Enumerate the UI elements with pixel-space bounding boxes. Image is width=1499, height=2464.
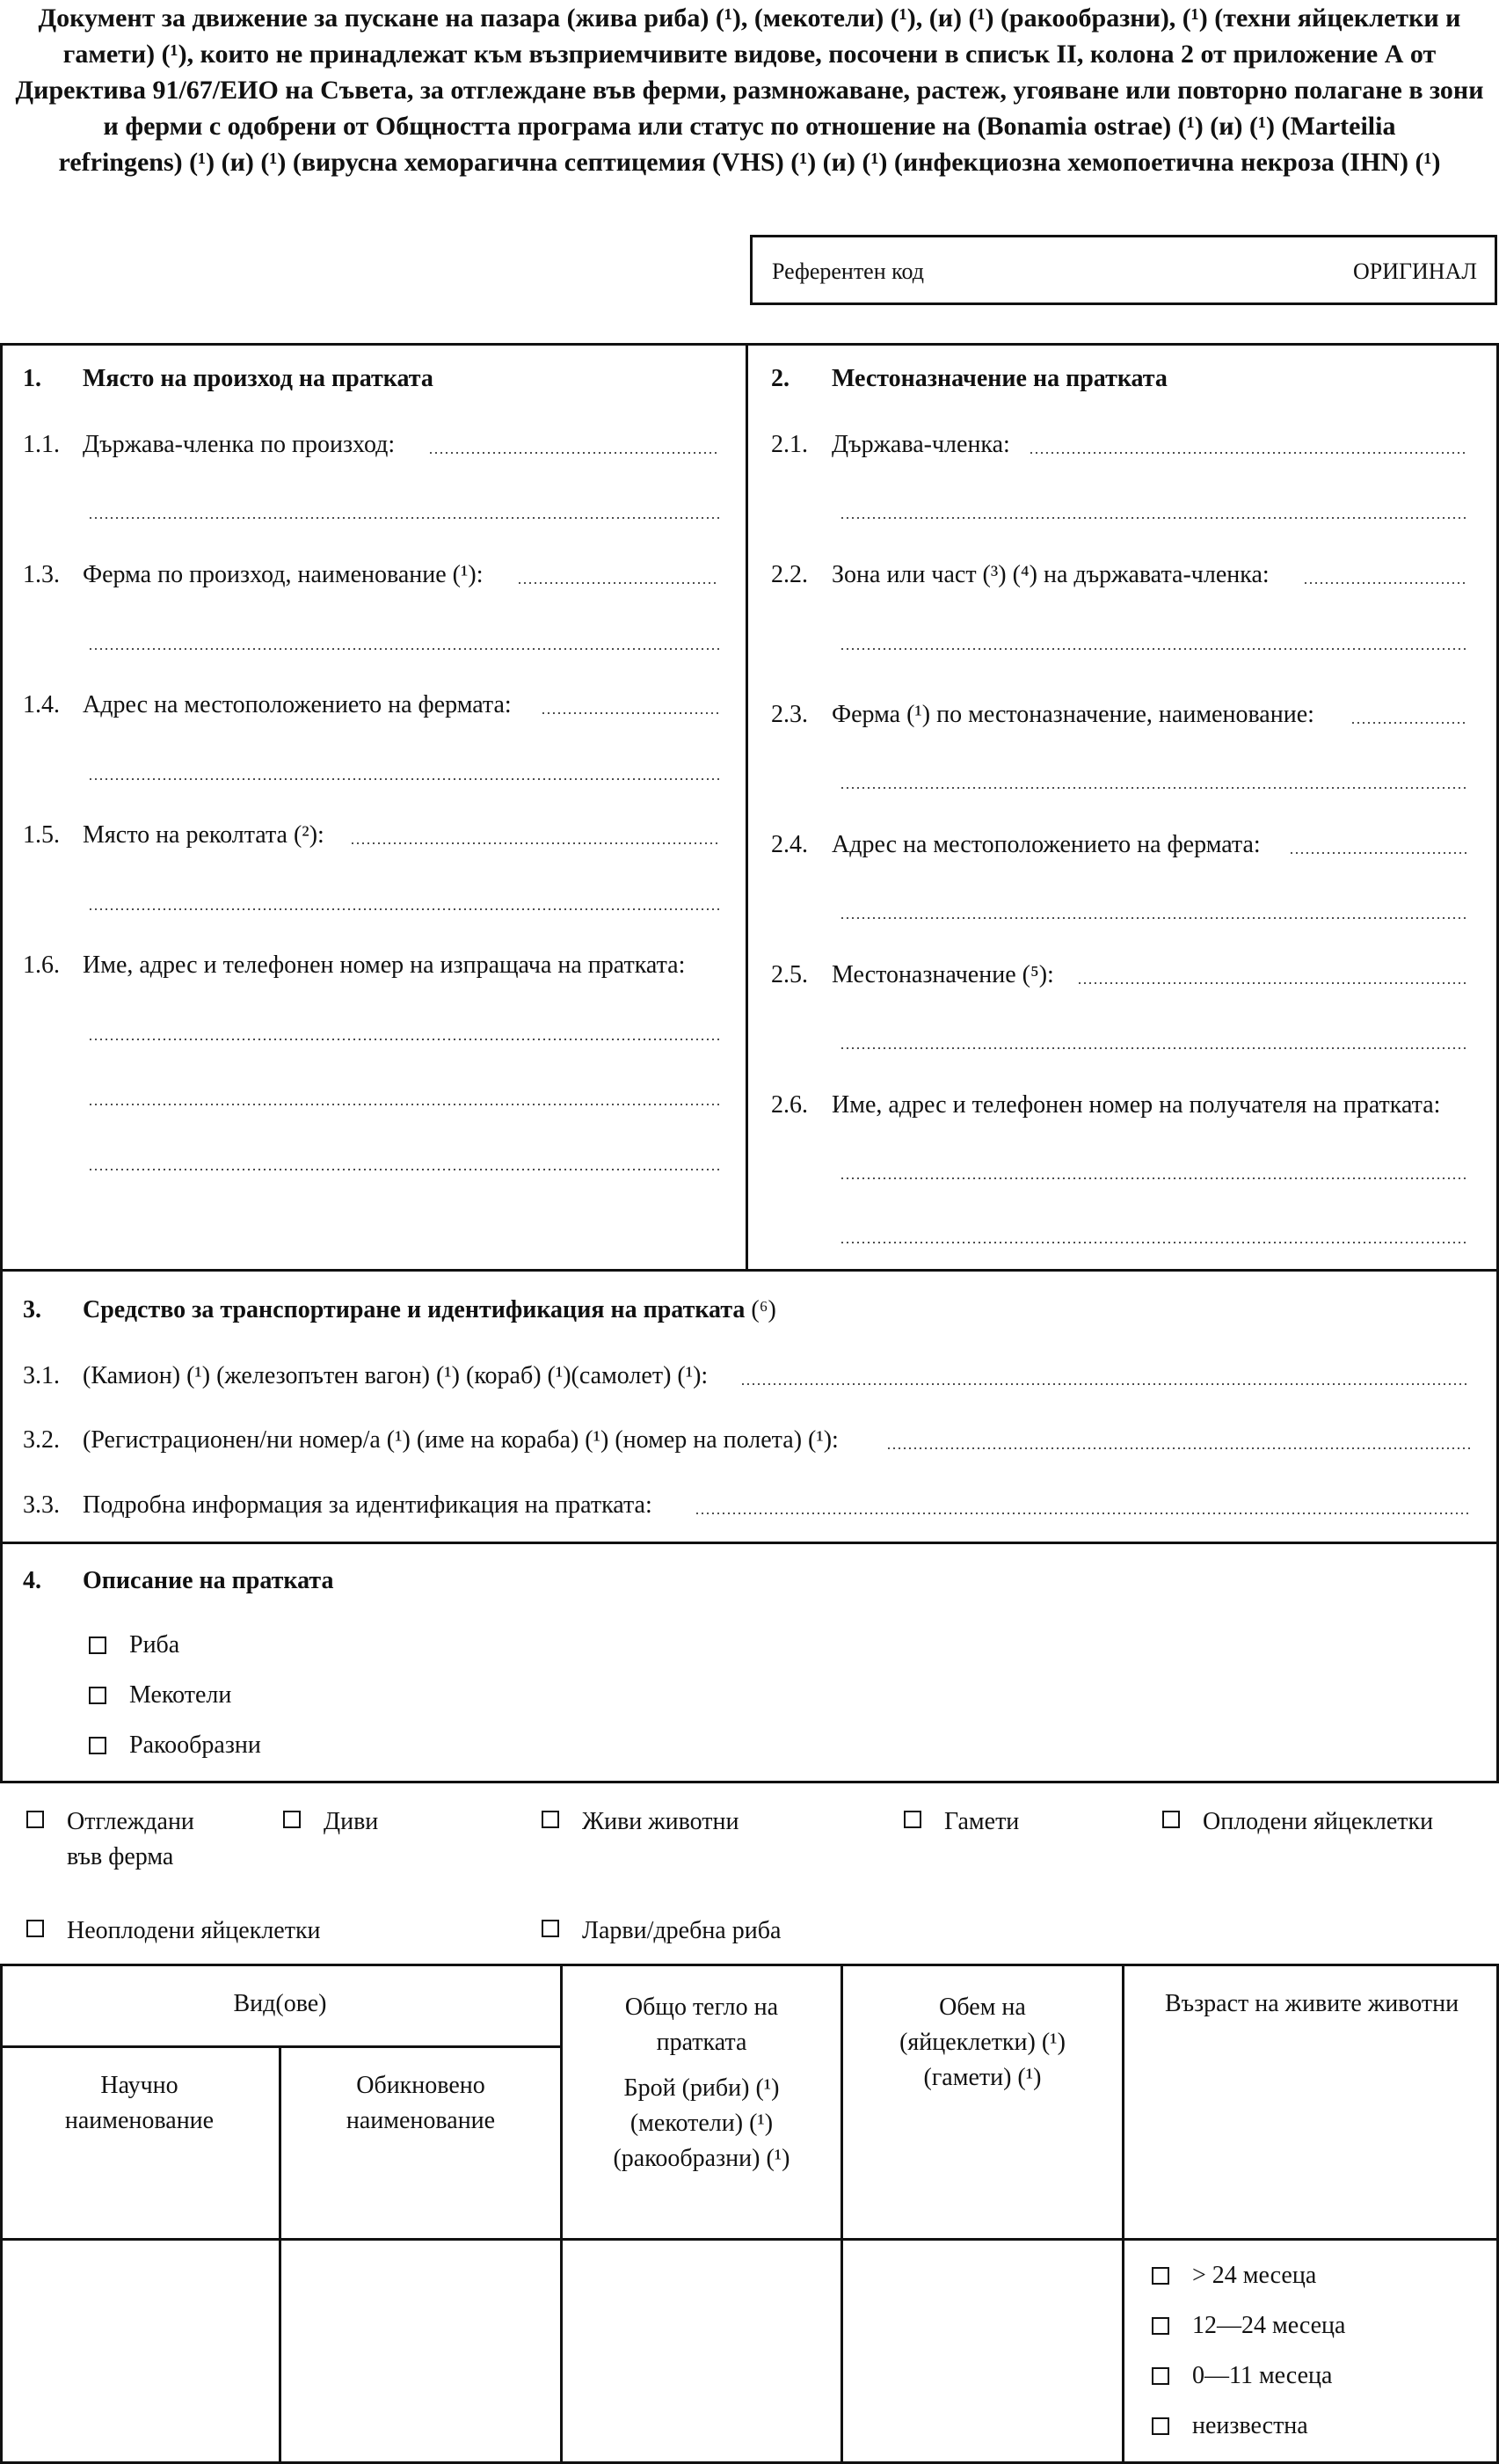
checkbox-fish-label: Риба <box>129 1631 180 1658</box>
field-1-4-line-2[interactable] <box>88 778 719 780</box>
volume-header-line-1: Обем на <box>939 1994 1026 2021</box>
checkbox-live-animals[interactable] <box>542 1811 559 1828</box>
common-name-header-line-1: Обикновено <box>356 2072 485 2099</box>
checkbox-crustaceans-label: Ракообразни <box>129 1731 261 1759</box>
checkbox-fertilised-eggs[interactable] <box>1162 1811 1180 1828</box>
common-name-header-line-2: наименование <box>346 2107 496 2134</box>
field-2-1-line[interactable] <box>1029 452 1468 454</box>
checkbox-live-animals-label: Живи животни <box>582 1808 739 1835</box>
section-3-number: 3. <box>23 1296 41 1323</box>
checkbox-wild[interactable] <box>283 1811 301 1828</box>
field-1-3-line-2[interactable] <box>88 648 719 650</box>
checkbox-fish[interactable] <box>89 1637 106 1654</box>
field-2-1-line-2[interactable] <box>840 517 1468 519</box>
checkbox-wild-label: Диви <box>324 1808 379 1835</box>
field-2-5-line-2[interactable] <box>840 1047 1468 1049</box>
field-2-2-label: Зона или част (³) (⁴) на държавата-членка: <box>832 561 1270 588</box>
sections-1-2-frame <box>0 343 1499 1272</box>
field-1-6-label: Име, адрес и телефонен номер на изпращача на пратката: <box>83 951 686 979</box>
checkbox-farmed-label-line-2: във ферма <box>67 1843 174 1870</box>
table-col-4 <box>1122 1964 1124 2464</box>
table-header-bottom <box>0 2238 1499 2241</box>
field-1-1-line-2[interactable] <box>88 517 719 519</box>
original-label: ОРИГИНАЛ <box>1352 259 1477 284</box>
section-3-title <box>83 1295 776 1325</box>
field-2-5-label: Местоназначение (⁵): <box>832 961 1054 988</box>
field-2-3-line[interactable] <box>1350 722 1468 724</box>
field-1-4-number: 1.4. <box>23 691 60 718</box>
scientific-name-header <box>0 2068 279 2139</box>
field-2-3-line-2[interactable] <box>840 787 1468 789</box>
section-4-number: 4. <box>23 1567 41 1594</box>
field-1-5-line-2[interactable] <box>88 908 719 910</box>
document-title <box>0 0 1499 180</box>
count-header-line-2: (мекотели) (¹) <box>629 2110 774 2137</box>
checkbox-larvae-label: Ларви/дребна риба <box>582 1917 782 1944</box>
checkbox-unfertilised-eggs[interactable] <box>26 1920 44 1937</box>
title-line: и ферми с одобрени от Общността програма или статус по отношение на (Bonamia ostrae) (¹) (и) (¹) (Marteilia <box>103 112 1396 141</box>
count-header-line-3: (ракообразни) (¹) <box>613 2145 790 2172</box>
species-header-divider <box>0 2045 563 2048</box>
reference-code-label: Референтен код <box>772 259 924 284</box>
field-2-3-number: 2.3. <box>771 701 808 728</box>
field-2-5-number: 2.5. <box>771 961 808 988</box>
scientific-name-header-line-1: Научно <box>100 2072 178 2099</box>
field-2-2-line[interactable] <box>1303 582 1468 584</box>
field-1-6-number: 1.6. <box>23 951 60 979</box>
common-name-header <box>281 2068 560 2139</box>
field-1-5-number: 1.5. <box>23 821 60 849</box>
field-2-3-label: Ферма (¹) по местоназначение, наименование: <box>832 701 1314 728</box>
checkbox-gametes[interactable] <box>904 1811 921 1828</box>
checkbox-age-0-11-label: 0—11 месеца <box>1192 2362 1333 2389</box>
section-1-number: 1. <box>23 365 41 392</box>
field-1-6-line-1[interactable] <box>88 1039 719 1040</box>
field-2-2-line-2[interactable] <box>840 648 1468 650</box>
title-line: refringens) (¹) (и) (¹) (вирусна хеморагична септицемия (VHS) (¹) (и) (¹) (инфекциозна хемопоетична некроза (IHN) (¹) <box>58 148 1441 177</box>
field-3-2-line[interactable] <box>886 1447 1471 1449</box>
field-3-2-number: 3.2. <box>23 1426 60 1454</box>
scientific-name-header-line-2: наименование <box>64 2107 215 2134</box>
field-2-4-line-2[interactable] <box>840 917 1468 919</box>
field-1-6-line-2[interactable] <box>88 1104 719 1105</box>
checkbox-fertilised-eggs-label: Оплодени яйцеклетки <box>1203 1808 1434 1835</box>
checkbox-age-over-24[interactable] <box>1152 2267 1169 2285</box>
field-2-6-number: 2.6. <box>771 1091 808 1119</box>
field-2-1-number: 2.1. <box>771 431 808 458</box>
field-1-5-label: Място на реколтата (²): <box>83 821 324 849</box>
volume-header-line-3: (гамети) (¹) <box>923 2064 1042 2091</box>
weight-header-line-2: пратката <box>656 2029 747 2056</box>
field-3-1-label: (Камион) (¹) (железопътен вагон) (¹) (кораб) (¹)(самолет) (¹): <box>83 1362 709 1389</box>
section-3-title-text: Средство за транспортиране и идентификация на пратката <box>83 1296 746 1323</box>
section-2-title: Местоназначение на пратката <box>832 365 1168 392</box>
field-1-6-line-3[interactable] <box>88 1169 719 1170</box>
checkbox-gametes-label: Гамети <box>944 1808 1020 1835</box>
field-2-6-line-1[interactable] <box>840 1177 1468 1179</box>
field-1-1-line[interactable] <box>428 452 719 454</box>
field-1-5-line[interactable] <box>350 842 719 844</box>
field-3-1-number: 3.1. <box>23 1362 60 1389</box>
checkbox-age-12-24[interactable] <box>1152 2317 1169 2335</box>
field-3-3-number: 3.3. <box>23 1491 60 1519</box>
reference-code-box <box>750 235 1497 305</box>
field-1-1-number: 1.1. <box>23 431 60 458</box>
section-1-title: Място на произход на пратката <box>83 365 433 392</box>
weight-header <box>563 1990 840 2176</box>
field-1-3-number: 1.3. <box>23 561 60 588</box>
checkbox-farmed-label-line-1: Отглеждани <box>67 1808 194 1835</box>
field-1-1-label: Държава-членка по произход: <box>83 431 396 458</box>
section-2-number: 2. <box>771 365 790 392</box>
field-1-3-line[interactable] <box>517 582 719 584</box>
checkbox-molluscs[interactable] <box>89 1687 106 1704</box>
field-1-4-label: Адрес на местоположението на фермата: <box>83 691 512 718</box>
title-line: гамети) (¹), които не принадлежат към възприемчивите видове, посочени в списък II, колона 2 от приложение А от <box>62 40 1437 69</box>
checkbox-age-unknown-label: неизвестна <box>1192 2412 1308 2439</box>
field-2-2-number: 2.2. <box>771 561 808 588</box>
checkbox-larvae[interactable] <box>542 1920 559 1937</box>
field-2-4-line[interactable] <box>1289 852 1468 854</box>
field-3-1-line[interactable] <box>740 1383 1468 1385</box>
volume-header-line-2: (яйцеклетки) (¹) <box>899 2029 1066 2056</box>
weight-header-line-1: Общо тегло на <box>624 1994 779 2021</box>
checkbox-unfertilised-eggs-label: Неоплодени яйцеклетки <box>67 1917 321 1944</box>
section-4-title: Описание на пратката <box>83 1567 334 1594</box>
checkbox-molluscs-label: Мекотели <box>129 1681 232 1709</box>
volume-header <box>843 1990 1122 2096</box>
field-1-4-line[interactable] <box>541 712 719 714</box>
field-2-6-label: Име, адрес и телефонен номер на получателя на пратката: <box>832 1091 1441 1119</box>
checkbox-age-unknown[interactable] <box>1152 2417 1169 2435</box>
field-2-4-number: 2.4. <box>771 831 808 858</box>
field-2-5-line[interactable] <box>1077 982 1468 984</box>
field-1-3-label: Ферма по произход, наименование (¹): <box>83 561 484 588</box>
checkbox-crustaceans[interactable] <box>89 1737 106 1754</box>
checkbox-age-0-11[interactable] <box>1152 2367 1169 2385</box>
field-3-3-line[interactable] <box>695 1513 1471 1514</box>
field-2-1-label: Държава-членка: <box>832 431 1010 458</box>
field-2-4-label: Адрес на местоположението на фермата: <box>832 831 1261 858</box>
species-header: Вид(ове) <box>233 1990 327 2017</box>
section-3-title-note: (⁶) <box>751 1296 776 1323</box>
column-divider <box>746 343 748 1272</box>
title-line: Директива 91/67/ЕИО на Съвета, за отглеждане във ферми, размножаване, растеж, угояване или повторно полагане в зони <box>15 76 1484 105</box>
checkbox-age-12-24-label: 12—24 месеца <box>1192 2312 1346 2339</box>
checkbox-farmed-label <box>67 1804 194 1875</box>
field-3-3-label: Подробна информация за идентификация на пратката: <box>83 1491 652 1519</box>
checkbox-age-over-24-label: > 24 месеца <box>1192 2262 1317 2289</box>
count-header-line-1: Брой (риби) (¹) <box>623 2074 780 2102</box>
field-3-2-label: (Регистрационен/ни номер/а (¹) (име на кораба) (¹) (номер на полета) (¹): <box>83 1426 839 1454</box>
title-line: Документ за движение за пускане на пазара (жива риба) (¹), (мекотели) (¹), (и) (¹) (ракообразни), (¹) (техни яйцеклетки и <box>38 4 1461 33</box>
checkbox-farmed[interactable] <box>26 1811 44 1828</box>
field-2-6-line-2[interactable] <box>840 1242 1468 1243</box>
age-header: Възраст на живите животни <box>1164 1990 1459 2017</box>
